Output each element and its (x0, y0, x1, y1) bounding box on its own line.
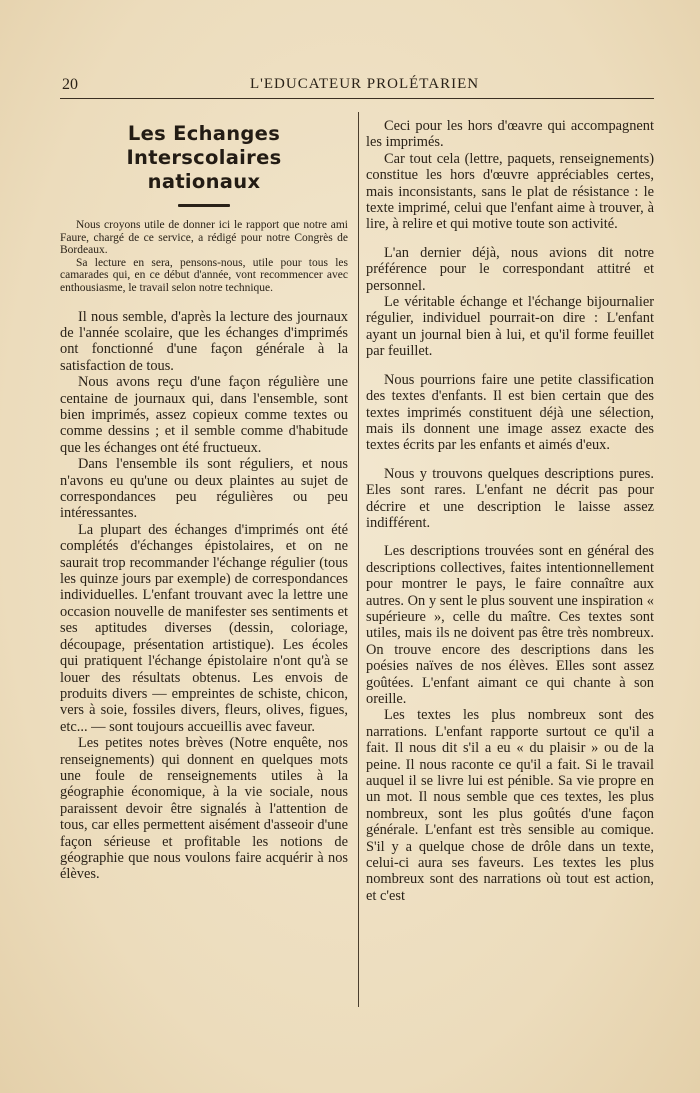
article-title-line-2: nationaux (147, 170, 261, 193)
article-title (60, 122, 348, 194)
body-paragraph: Nous pourrions faire une petite classification des textes d'enfants. Il est bien certain que des textes imprimés constituent déjà une sélection, mais ils donnent une image assez exacte des textes écrits par les enfants et aimés d'eux. (366, 371, 654, 454)
editorial-intro (60, 219, 348, 295)
intro-paragraph: Sa lecture en sera, pensons-nous, utile pour tous les camarades qui, en ce début d'année, vont recommencer avec enthousiasme, le travail selon notre technique. (60, 256, 348, 294)
right-column (366, 118, 654, 904)
running-head (60, 76, 654, 98)
title-ornament (178, 204, 230, 207)
body-paragraph: Les petites notes brèves (Notre enquête, nos renseignements) qui donnent en quelques mots une foule de renseignements utiles à la géographie économique, à la vie sociale, nous paraissent devoir être signalés à l'attention de tous, car elles permettent aisément d'asseoir d'une façon sérieuse et profitable les notions de géographie que nous voulons faire acquérir à nos élèves. (60, 735, 348, 883)
body-paragraph: Le véritable échange et l'échange bijournalier régulier, individuel pourrait-on dire : L'enfant ayant un journal bien à lui, et qu'il forme feuillet par feuillet. (366, 294, 654, 360)
left-column-text (60, 309, 348, 883)
body-paragraph: Il nous semble, d'après la lecture des journaux de l'année scolaire, que les échanges d'imprimés ont fonctionné d'une façon générale à la satisfaction de tous. (60, 308, 348, 374)
body-paragraph: Car tout cela (lettre, paquets, renseignements) constitue les hors d'œuvre appréciables certes, mais inconsistants, sans le plat de résistance : le texte imprimé, celui que l'enfant aime à trouver, à lire, à relire et qui motive toute son activité. (366, 150, 654, 233)
right-column-text (366, 118, 654, 904)
body-paragraph: La plupart des échanges d'imprimés ont été complétés d'échanges épistolaires, et on ne saurait trop recommander l'échange régulier (tous les quinze jours par exemple) de correspondances individuelles. L'enfant trouvant avec la lettre une occasion nouvelle de manifester ses sentiments et ses aptitudes diverses (dessin, coloriage, découpage, présentation artistique). Les écoles qui pratiquent l'échange épistolaire n'ont qu'à se louer des résultats obtenus. Les envois de produits divers — empreintes de schiste, chicon, vers à soie, fossiles divers, fleurs, olives, figues, etc... — sont toujours accueillis avec faveur. (60, 521, 348, 735)
article-title-line-1: Les Echanges Interscolaires (126, 122, 282, 169)
body-paragraph: Ceci pour les hors d'œavre qui accompagnent les imprimés. (366, 118, 654, 151)
left-column (60, 118, 348, 883)
body-paragraph: Les textes les plus nombreux sont des narrations. L'enfant rapporte surtout ce qu'il a fait. Il nous dit s'il a eu « du plaisir » ou de la peine. Il nous raconte ce qu'il a fait. Si le travail auquel il se livre lui est pénible. Sa vie propre en un mot. Il nous semble que ces textes, les plus nombreux, sont les plus goûtés d'une façon générale. L'enfant est très sensible au comique. S'il y a quelque chose de drôle dans un texte, celui-ci aura ses faveurs. Les textes les plus nombreux sont des narrations où tout est action, et c'est (366, 707, 654, 904)
page-number: 20 (62, 76, 78, 93)
intro-paragraph: Nous croyons utile de donner ici le rapport que notre ami Faure, chargé de ce service, a rédigé pour notre Congrès de Bordeaux. (60, 219, 348, 257)
body-paragraph: Nous y trouvons quelques descriptions pures. Eles sont rares. L'enfant ne décrit pas pour décrire et une description le laisse assez indifférent. (366, 465, 654, 531)
header-rule (60, 98, 654, 99)
body-paragraph: L'an dernier déjà, nous avions dit notre préférence pour le correspondant attitré et personnel. (366, 244, 654, 294)
body-paragraph: Les descriptions trouvées sont en général des descriptions collectives, faites intentionnellement pour montrer le pays, le faire connaître aux autres. On y sent le plus souvent une inspiration « supérieure », celle du maître. Ces textes sont utiles, mais ils ne doivent pas être très nombreux. On trouve encore des descriptions dans les poésies naïves de nos élèves. Elles sont assez goûtées. L'enfant aimant ce qui chante à son oreille. (366, 543, 654, 707)
journal-title: L'EDUCATEUR PROLÉTARIEN (250, 76, 480, 92)
column-divider (358, 112, 359, 1007)
body-paragraph: Dans l'ensemble ils sont réguliers, et nous n'avons eu qu'une ou deux plaintes au sujet de correspondances peu régulières ou peu intéressantes. (60, 456, 348, 522)
body-paragraph: Nous avons reçu d'une façon régulière une centaine de journaux qui, dans l'ensemble, sont bien imprimés, assez copieux comme textes ou comme dessins ; et il semble comme d'habitude que les échanges ont été fructueux. (60, 374, 348, 456)
